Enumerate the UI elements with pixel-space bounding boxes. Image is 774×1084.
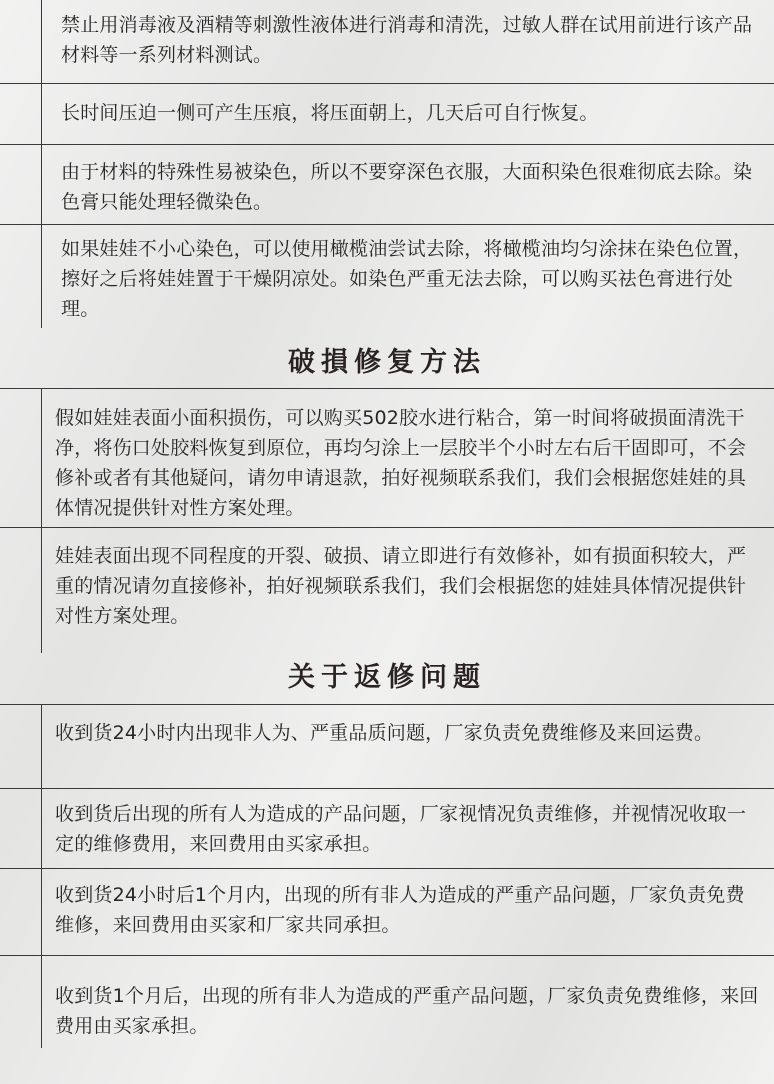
divider: [0, 388, 774, 389]
divider: [0, 527, 774, 528]
returns-item: 收到货1个月后，出现的所有非人为造成的严重产品问题，厂家负责免费维修，来回费用由买家承担。: [55, 985, 759, 1037]
returns-item: 收到货后出现的所有人为造成的产品问题，厂家视情况负责维修，并视情况收取一定的维修费用，来回费用由买家承担。: [55, 803, 747, 855]
left-rule-top: [41, 0, 42, 328]
care-item: 如果娃娃不小心染色，可以使用橄榄油尝试去除，将橄榄油均匀涂抹在染色位置，擦好之后将娃娃置于干燥阴凉处。如染色严重无法去除，可以购买祛色膏进行处理。: [61, 238, 753, 320]
divider: [0, 144, 774, 145]
divider: [0, 704, 774, 705]
left-rule-bottom: [41, 704, 42, 1048]
repair-item: 假如娃娃表面小面积损伤，可以购买502胶水进行粘合，第一时间将破损面清洗干净，将伤口处胶料恢复到原位，再均匀涂上一层胶半个小时左右后干固即可，不会修补或者有其他疑问，请勿申请退款，拍好视频联系我们，我们会根据您娃娃的具体情况提供针对性方案处理。: [55, 407, 747, 519]
divider: [0, 955, 774, 956]
returns-item: 收到货24小时内出现非人为、严重品质问题，厂家负责免费维修及来回运费。: [55, 722, 714, 744]
divider: [0, 868, 774, 869]
care-item: 长时间压迫一侧可产生压痕，将压面朝上，几天后可自行恢复。: [61, 102, 599, 124]
divider: [0, 83, 774, 84]
returns-item: 收到货24小时后1个月内，出现的所有非人为造成的严重产品问题，厂家负责免费维修，来回费用由买家和厂家共同承担。: [55, 884, 745, 936]
care-item: 由于材料的特殊性易被染色，所以不要穿深色衣服，大面积染色很难彻底去除。染色膏只能处理轻微染色。: [61, 161, 753, 213]
divider: [0, 224, 774, 225]
care-item: 禁止用消毒液及酒精等刺激性液体进行消毒和清洗，过敏人群在试用前进行该产品材料等一系列材料测试。: [61, 14, 753, 66]
divider: [0, 788, 774, 789]
repair-section-title: 破損修复方法: [288, 347, 486, 378]
left-rule-middle: [41, 388, 42, 653]
repair-item: 娃娃表面出现不同程度的开裂、破损、请立即进行有效修补，如有损面积较大，严重的情况请勿直接修补，拍好视频联系我们，我们会根据您的娃娃具体情况提供针对性方案处理。: [55, 545, 747, 627]
returns-section-title: 关于返修问题: [288, 662, 486, 693]
